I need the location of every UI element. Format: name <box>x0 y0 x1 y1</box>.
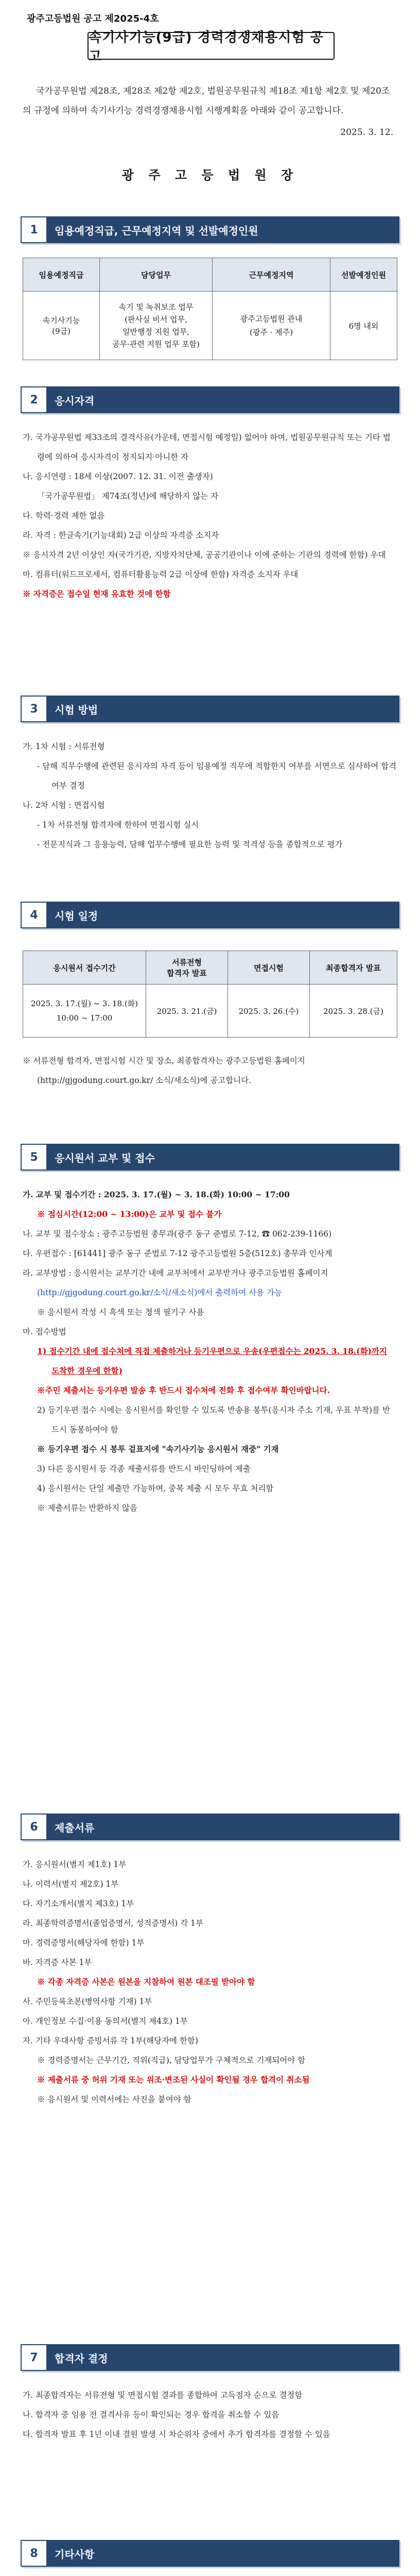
positions-table <box>23 258 397 360</box>
table-header-row <box>23 951 397 985</box>
list-item: 다. 자기소개서(별지 제3호) 1부 <box>23 1899 134 1908</box>
list-note: ※주민 제출서는 등기우편 발송 후 반드시 접수처에 전화 후 접수여부 확인바랍니다. <box>37 1385 330 1395</box>
list-item: 다. 합격자 발표 후 1년 이내 결원 발생 시 차순위자 중에서 추가 합격자를 결정할 수 있음 <box>23 2430 330 2439</box>
col-count: 선발예정인원 <box>330 258 397 292</box>
section-header-2 <box>21 386 399 413</box>
list-item: - 1차 서류전형 합격자에 한하여 면접시험 실시 <box>37 820 199 829</box>
list-item: 마. 경력증명서(해당자에 한함) 1부 <box>23 1938 145 1947</box>
list-note: ※ 자격증은 접수일 현재 유효한 것에 한함 <box>23 589 171 599</box>
section-title: 시험 일정 <box>55 909 98 922</box>
section-title: 응시자격 <box>55 394 95 407</box>
homepage-link[interactable]: (http://gjgodung.court.go.kr/소식/새소식)에서 출력하여 사용 가능 <box>37 1288 282 1297</box>
list-item: 가. 응시원서(별지 제1호) 1부 <box>23 1860 127 1869</box>
list-item: 「국가공무원법」 제74조(정년)에 해당하지 않는 자 <box>37 492 219 501</box>
notice-date: 2025. 3. 12. <box>340 127 393 138</box>
cell-location: 광주고등법원 관내 (광주 · 제주) <box>213 292 330 360</box>
list-item: 3) 다른 응시원서 등 각종 제출서류를 반드시 바인딩하여 제출 <box>37 1464 251 1473</box>
col-interview: 면접시험 <box>228 951 310 985</box>
list-item: 가. 국가공무원법 제33조의 결격사유(가운데, 면접시험 예정일) 없어야 하며, 법원공무원규칙 또는 기타 법령에 의하여 응시자격이 정지되지 아니한 자 <box>23 433 391 462</box>
section-number: 7 <box>21 2344 47 2371</box>
intro-paragraph: 국가공무원법 제28조, 제28조 제2항 제2호, 법원공무원규칙 제18조 제1항 제2호 및 제20조의 규정에 의하여 속기사기능 경력경쟁채용시험 시행계획을 아래와 같이 공고합니다. <box>23 86 390 116</box>
section-title: 합격자 결정 <box>55 2352 108 2365</box>
section-number: 5 <box>21 1144 47 1171</box>
list-item: 1) 접수기간 내에 접수처에 직접 제출하거나 등기우편으로 우송(우편접수는 2025. 3. 18.(화)까지 도착한 경우에 한함) <box>37 1346 387 1376</box>
section-number: 6 <box>21 1814 47 1840</box>
list-item: 나. 2차 시험 : 면접시험 <box>23 801 105 810</box>
section-header-1 <box>21 216 399 243</box>
list-item: 다. 우편접수 : [61441] 광주 동구 준법로 7-12 광주고등법원 5층(512호) 총무과 인사계 <box>23 1249 332 1258</box>
issuing-organization: 광 주 고 등 법 원 장 <box>121 168 299 182</box>
application-list <box>23 1185 397 1518</box>
table-header-row <box>23 258 397 292</box>
section-number: 1 <box>21 216 47 243</box>
list-item: - 담해 직무수행에 관련된 응시자의 자격 등이 임용예정 직무에 적합한지 여부를 서면으로 심사하여 합격 여부 결정 <box>37 761 397 790</box>
list-item: 사. 주민등록초본(병역사항 기재) 1부 <box>23 1997 152 2006</box>
cell-period: 2025. 3. 17.(월) ~ 3. 18.(화) 10:00 ~ 17:00 <box>23 985 146 1038</box>
note-text: ※ 서류전형 합격자, 면접시험 시간 및 장소, 최종합격자는 광주고등법원 홈페이지(http://gjgodung.court.go.kr/ 소식/새소식)에 공고합니다. <box>23 1056 305 1085</box>
col-duty: 담당업무 <box>100 258 213 292</box>
list-item: 2) 등기우편 접수 시에는 응시원서를 확인할 수 있도록 반송용 봉투(응시자 주소 기재, 우표 부착)를 반드시 동봉하여야 함 <box>37 1405 390 1434</box>
list-item: 가. 교부 및 접수기간 : 2025. 3. 17.(월) ~ 3. 18.(화) 10:00 ~ 17:00 <box>23 1190 290 1199</box>
col-doc-result: 서류전형 합격자 발표 <box>146 951 228 985</box>
list-item: 나. 응시연령 : 18세 이상(2007. 12. 31. 이전 출생자) <box>23 472 213 481</box>
section-header-4 <box>21 902 399 928</box>
list-item: 다. 학력·경력 제한 없음 <box>23 511 105 520</box>
col-location: 근무예정지역 <box>213 258 330 292</box>
section-title: 제출서류 <box>55 1821 95 1834</box>
exam-method-list <box>23 737 397 854</box>
table-row <box>23 985 397 1038</box>
list-item: ※ 응시자격 2년 이상인 자(국가기관, 지방자치단체, 공공기관이나 이에 준하는 기관의 경력에 한함) 우대 <box>23 550 386 560</box>
col-period: 응시원서 접수기간 <box>23 951 146 985</box>
list-note: ※ 제출서류는 반환하지 않음 <box>37 1503 137 1513</box>
list-note: ※ 등기우편 접수 시 봉투 겉표지에 "속기사기능 응시원서 재중" 기재 <box>37 1444 279 1454</box>
section-number: 8 <box>21 2540 47 2567</box>
list-item: 자. 기타 우대사항 증빙서류 각 1부(해당자에 한함) <box>23 2036 198 2045</box>
section-title: 임용예정직급, 근무예정지역 및 선발예정인원 <box>55 224 258 237</box>
section-number: 3 <box>21 696 47 722</box>
documents-list <box>23 1855 397 2109</box>
eligibility-list <box>23 428 397 604</box>
list-item: 가. 최종합격자는 서류전형 및 면접시험 결과를 종합하여 고득점자 순으로 결정함 <box>23 2391 303 2400</box>
notice-number: 광주고등법원 공고 제2025-4호 <box>27 13 159 24</box>
list-item: 나. 이력서(별지 제2호) 1부 <box>23 1879 119 1889</box>
list-item: 가. 1차 시험 : 서류전형 <box>23 742 105 751</box>
cell-duty: 속기 및 녹취보조 업무 (판사실 비서 업무, 일반행정 지원 업무, 공무·관련 지원 업무 포함) <box>100 292 213 360</box>
cell-final: 2025. 3. 28.(금) <box>310 985 397 1038</box>
table-row <box>23 292 397 360</box>
list-note: ※ 점심시간(12:00 ~ 13:00)은 교부 및 접수 불가 <box>37 1209 222 1219</box>
list-item: 마. 컴퓨터(워드프로세서, 컴퓨터활용능력 2급 이상에 한함) 자격증 소지자 우대 <box>23 570 299 579</box>
section-title: 기타사항 <box>55 2548 95 2561</box>
cell-grade: 속기사기능 (9급) <box>23 292 100 360</box>
list-item: 라. 교부방법 : 응시원서는 교부기간 내에 교부처에서 교부받거나 광주고등법원 홈페이지 <box>23 1268 328 1278</box>
cell-interview: 2025. 3. 26.(수) <box>228 985 310 1038</box>
list-note: ※ 경력증명서는 근무기간, 직위(직급), 담당업무가 구체적으로 기재되어야 함 <box>37 2056 306 2065</box>
list-item: 4) 응시원서는 단일 제출만 가능하며, 중복 제출 시 모두 무효 처리함 <box>37 1484 274 1493</box>
list-note: ※ 응시원서 작성 시 흑색 또는 청색 필기구 사용 <box>37 1308 204 1317</box>
list-item: 아. 개인정보 수집·이용 동의서(별지 제4호) 1부 <box>23 2016 188 2026</box>
col-grade: 임용예정직급 <box>23 258 100 292</box>
section-header-3 <box>21 696 399 722</box>
section-number: 2 <box>21 386 47 413</box>
list-item: - 전문지식과 그 응용능력, 담해 업무수행에 필요한 능력 및 적격성 등을 종합적으로 평가 <box>37 840 343 849</box>
notice-title: 속기사기능(9급) 경력경쟁채용시험 공고 <box>87 32 335 60</box>
schedule-table <box>23 951 397 1038</box>
list-item: 나. 합격자 중 임용 전 결격사유 등이 확인되는 경우 합격을 취소할 수 있음 <box>23 2410 279 2419</box>
list-note: ※ 각종 자격증 사본은 원본을 지참하여 원본 대조필 받아야 함 <box>37 1977 255 1987</box>
list-item: 나. 교부 및 접수장소 : 광주고등법원 총무과(광주 동구 준법로 7-12, ☎ 062-239-1166) <box>23 1229 332 1239</box>
list-note: ※ 응시원서 및 이력서에는 사진을 붙여야 함 <box>37 2095 191 2104</box>
section-header-5 <box>21 1144 399 1171</box>
section-title: 응시원서 교부 및 접수 <box>55 1151 155 1164</box>
section-title: 시험 방법 <box>55 703 98 716</box>
list-item: 바. 자격증 사본 1부 <box>23 1958 92 1967</box>
section-number: 4 <box>21 902 47 928</box>
list-item: 라. 자격 : 한글속기(기능대회) 2급 이상의 자격증 소지자 <box>23 531 219 540</box>
section-header-6 <box>21 1814 399 1840</box>
list-item: 라. 최종학력증명서(졸업증명서, 성적증명서) 각 1부 <box>23 1919 203 1928</box>
schedule-note <box>23 1051 397 1090</box>
cell-count: 6명 내외 <box>330 292 397 360</box>
selection-list <box>23 2385 397 2444</box>
section-header-8 <box>21 2540 399 2567</box>
col-final: 최종합격자 발표 <box>310 951 397 985</box>
list-note: ※ 제출서류 중 허위 기재 또는 위조·변조된 사실이 확인될 경우 합격이 취소됨 <box>37 2075 310 2084</box>
cell-doc-result: 2025. 3. 21.(금) <box>146 985 228 1038</box>
section-header-7 <box>21 2344 399 2371</box>
list-item: 마. 접수방법 <box>23 1327 66 1336</box>
